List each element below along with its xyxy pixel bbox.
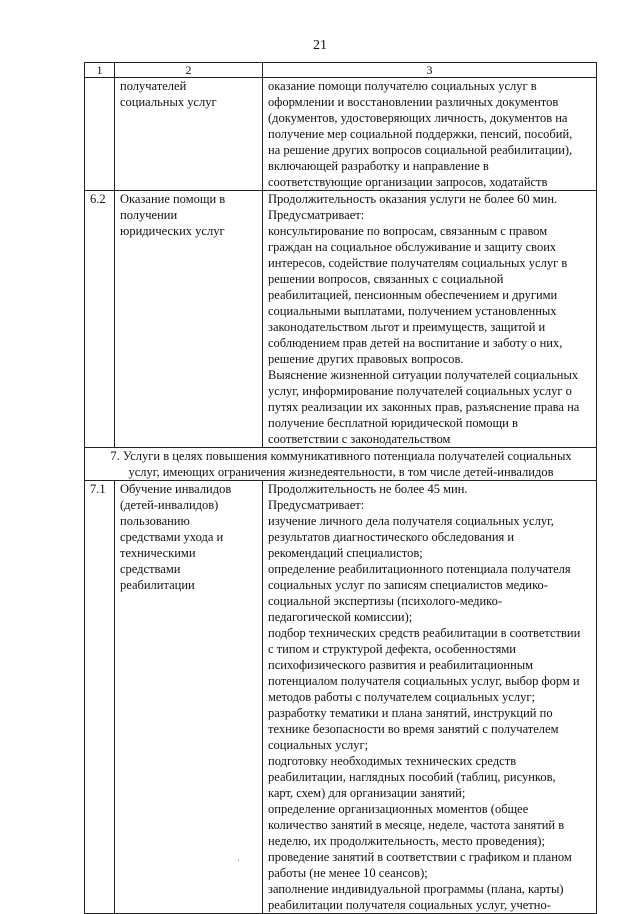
header-cell-1: 1 bbox=[85, 63, 115, 78]
text-line: карт, схем) для организации занятий; bbox=[268, 786, 466, 800]
text-line: социальными выплатами, получением установленных bbox=[268, 304, 557, 318]
text-line: получении bbox=[120, 208, 178, 222]
text-line: социальных услуг; bbox=[268, 738, 369, 752]
text-line: социальных услуг bbox=[120, 95, 217, 109]
text-line: законодательством льгот и преимуществ, защитой и bbox=[268, 320, 546, 334]
header-cell-3: 3 bbox=[263, 63, 597, 78]
text-line: социальной экспертизы (психолого-медико- bbox=[268, 594, 502, 608]
text-line: потенциалом получателя социальных услуг, выбор форм и bbox=[268, 674, 580, 688]
text-line: результатов диагностического обследования и bbox=[268, 530, 515, 544]
section-heading-row bbox=[85, 448, 597, 481]
text-line: юридических услуг bbox=[120, 224, 225, 238]
service-name bbox=[115, 191, 263, 448]
text-line: методов работы с получателем социальных услуг; bbox=[268, 690, 535, 704]
text-line: граждан на социальное обслуживание и защиту своих bbox=[268, 240, 557, 254]
row-number: 6.2 bbox=[85, 191, 115, 448]
text-line: изучение личного дела получателя социальных услуг, bbox=[268, 514, 554, 528]
service-name bbox=[115, 78, 263, 191]
text-line: Обучение инвалидов bbox=[120, 482, 232, 496]
text-line: 7. Услуги в целях повышения коммуникативного потенциала получателей социальных bbox=[110, 449, 572, 463]
text-line: решении вопросов, связанных с социальной bbox=[268, 272, 504, 286]
text-line: консультирование по вопросам, связанным с правом bbox=[268, 224, 548, 238]
text-line: оформлении и восстановлении различных документов bbox=[268, 95, 559, 109]
text-line: (документов, удостоверяющих личность, документов на bbox=[268, 111, 568, 125]
table-header-row bbox=[85, 63, 597, 78]
text-line: определение реабилитационного потенциала получателя bbox=[268, 562, 571, 576]
header-cell-2: 2 bbox=[115, 63, 263, 78]
service-name bbox=[115, 481, 263, 914]
text-line: услуг, информирование получателей социальных услуг о bbox=[268, 384, 572, 398]
text-line: педагогической комиссии); bbox=[268, 610, 413, 624]
service-description bbox=[263, 481, 597, 914]
text-line: реабилитации, наглядных пособий (таблиц, рисунков, bbox=[268, 770, 556, 784]
text-line: пользованию bbox=[120, 514, 190, 528]
text-line: подготовку необходимых технических средств bbox=[268, 754, 517, 768]
text-line: разработку тематики и плана занятий, инструкций по bbox=[268, 706, 553, 720]
text-line: оказание помощи получателю социальных услуг в bbox=[268, 79, 537, 93]
text-line: (детей-инвалидов) bbox=[120, 498, 219, 512]
services-table bbox=[84, 62, 597, 914]
text-line: работы (не менее 10 сеансов); bbox=[268, 866, 428, 880]
text-line: заполнение индивидуальной программы (плана, карты) bbox=[268, 882, 564, 896]
row-number: 7.1 bbox=[85, 481, 115, 914]
service-description bbox=[263, 191, 597, 448]
text-line: социальных услуг по записям специалистов медико- bbox=[268, 578, 548, 592]
text-line: с типом и структурой дефекта, особенностями bbox=[268, 642, 516, 656]
section-heading bbox=[85, 448, 597, 481]
table-row bbox=[85, 481, 597, 914]
text-line: средствами ухода и bbox=[120, 530, 224, 544]
text-line: рекомендаций специалистов; bbox=[268, 546, 423, 560]
service-description bbox=[263, 78, 597, 191]
text-line: техническими bbox=[120, 546, 196, 560]
text-line: проведение занятий в соответствии с графиком и планом bbox=[268, 850, 572, 864]
text-line: путях реализации их законных прав, разъяснение права на bbox=[268, 400, 580, 414]
table-row bbox=[85, 191, 597, 448]
text-line: психофизического развития и реабилитационным bbox=[268, 658, 534, 672]
text-line: Оказание помощи в bbox=[120, 192, 226, 206]
text-line: интересов, содействие получателям социальных услуг в bbox=[268, 256, 568, 270]
text-line: реабилитации получателя социальных услуг, учетно- bbox=[268, 898, 551, 912]
text-line: подбор технических средств реабилитации в соответствии bbox=[268, 626, 581, 640]
text-line: услуг, имеющих ограничения жизнедеятельности, в том числе детей-инвалидов bbox=[128, 465, 554, 479]
text-line: технике безопасности во время занятий с получателем bbox=[268, 722, 559, 736]
text-line: соблюдением прав детей на воспитание и заботу о них, bbox=[268, 336, 563, 350]
text-line: соответствующие организации запросов, ходатайств bbox=[268, 175, 548, 189]
page-number: 21 bbox=[313, 38, 327, 53]
scan-speck: ' bbox=[238, 858, 240, 867]
text-line: средствами bbox=[120, 562, 181, 576]
text-line: на решение других вопросов социальной реабилитации), bbox=[268, 143, 573, 157]
text-line: неделю, их продолжительность, место проведения); bbox=[268, 834, 545, 848]
text-line: получение бесплатной юридической помощи в bbox=[268, 416, 518, 430]
text-line: реабилитации bbox=[120, 578, 195, 592]
text-line: Предусматривает: bbox=[268, 498, 365, 512]
text-line: получателей bbox=[120, 79, 187, 93]
text-line: Продолжительность не более 45 мин. bbox=[268, 482, 468, 496]
text-line: количество занятий в месяце, неделе, частота занятий в bbox=[268, 818, 565, 832]
text-line: Продолжительность оказания услуги не более 60 мин. bbox=[268, 192, 558, 206]
text-line: соответствии с законодательством bbox=[268, 432, 451, 446]
text-line: получение мер социальной поддержки, пенсий, пособий, bbox=[268, 127, 573, 141]
text-line: включающей разработку и направление в bbox=[268, 159, 489, 173]
row-number bbox=[85, 78, 115, 191]
table-row bbox=[85, 78, 597, 191]
text-line: решение других правовых вопросов. bbox=[268, 352, 464, 366]
text-line: Предусматривает: bbox=[268, 208, 365, 222]
text-line: определение организационных моментов (общее bbox=[268, 802, 529, 816]
text-line: реабилитацией, пенсионным обеспечением и другими bbox=[268, 288, 558, 302]
text-line: Выяснение жизненной ситуации получателей социальных bbox=[268, 368, 579, 382]
